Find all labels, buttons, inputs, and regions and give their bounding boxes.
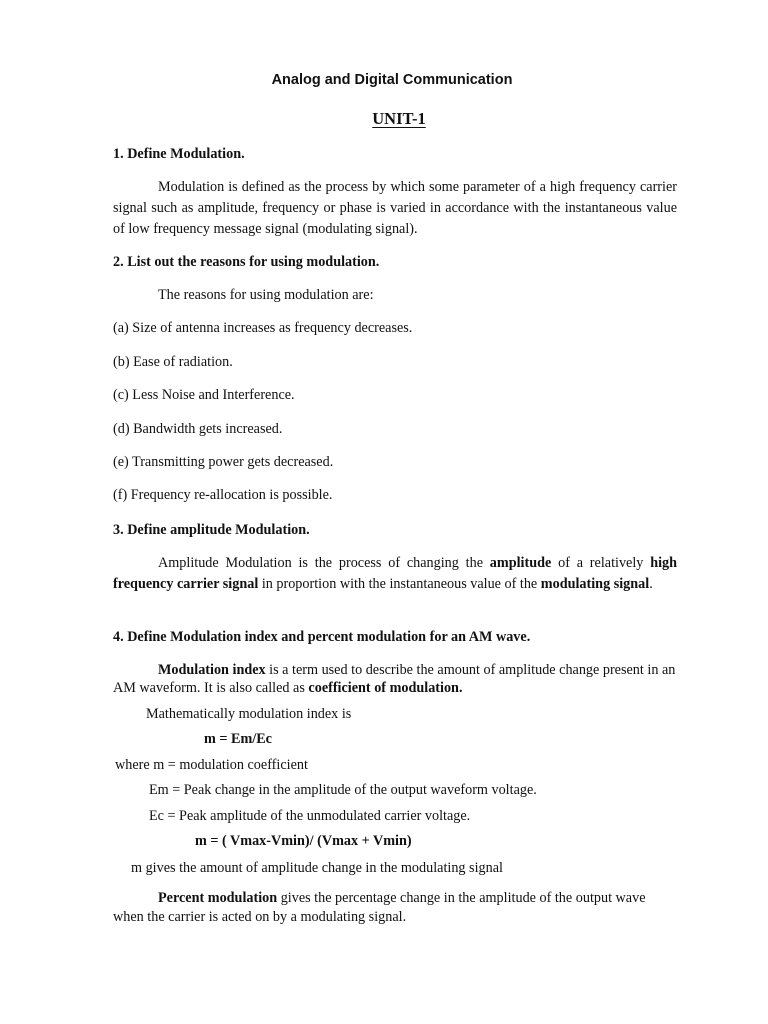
q2-intro: The reasons for using modulation are:	[158, 287, 374, 303]
q4-term-modulation-index: Modulation index	[158, 662, 266, 678]
unit-heading: UNIT-1	[372, 109, 426, 128]
q4-percent-modulation-definition: Percent modulation gives the percentage change in the amplitude of the output wave when the carrier is acted on by a modulating signal.	[113, 890, 646, 925]
document-title: Analog and Digital Communication	[271, 72, 513, 88]
q2-heading: 2. List out the reasons for using modulation.	[113, 254, 380, 270]
q3-heading: 3. Define amplitude Modulation.	[113, 522, 310, 538]
q1-heading: 1. Define Modulation.	[113, 146, 245, 162]
q2-reason-e: (e) Transmitting power gets decreased.	[113, 454, 334, 470]
q4-term-percent-modulation: Percent modulation	[158, 890, 278, 906]
formula-vmax-vmin: m = ( Vmax-Vmin)/ (Vmax + Vmin)	[195, 833, 412, 849]
q4-em-definition: Em = Peak change in the amplitude of the output waveform voltage.	[149, 782, 537, 798]
q2-reason-d: (d) Bandwidth gets increased.	[113, 421, 283, 437]
q4-term-coefficient: coefficient of modulation.	[308, 680, 463, 696]
q2-reason-f: (f) Frequency re-allocation is possible.	[113, 487, 333, 503]
q4-heading: 4. Define Modulation index and percent modulation for an AM wave.	[113, 629, 531, 645]
q2-reason-a: (a) Size of antenna increases as frequency decreases.	[113, 320, 413, 336]
q4-ec-definition: Ec = Peak amplitude of the unmodulated carrier voltage.	[149, 808, 471, 824]
q4-where: where m = modulation coefficient	[115, 757, 308, 773]
q4-modulation-index-definition: Modulation index is a term used to describe the amount of amplitude change present in an AM waveform. It is also called as coefficient of modulation.	[113, 662, 676, 696]
q2-reason-c: (c) Less Noise and Interference.	[113, 387, 295, 403]
formula-modulation-index: m = Em/Ec	[204, 731, 272, 747]
q3-bold-modulating: modulating signal	[540, 576, 650, 592]
q3-answer: Amplitude Modulation is the process of changing the amplitude of a relatively high frequency carrier signal in proportion with the instantaneous value of the modulating signal.	[113, 555, 678, 592]
q1-answer: Modulation is defined as the process by which some parameter of a high frequency carrier signal such as amplitude, frequency or phase is varied in accordance with the instantaneous value of low frequency message signal (modulating signal).	[113, 179, 677, 237]
q4-math-intro: Mathematically modulation index is	[146, 706, 352, 722]
q3-bold-amplitude: amplitude	[489, 555, 552, 571]
q2-reason-b: (b) Ease of radiation.	[113, 354, 233, 370]
q3-bold-carrier: high frequency carrier signal	[113, 555, 678, 592]
q4-m-note: m gives the amount of amplitude change in the modulating signal	[131, 860, 503, 876]
